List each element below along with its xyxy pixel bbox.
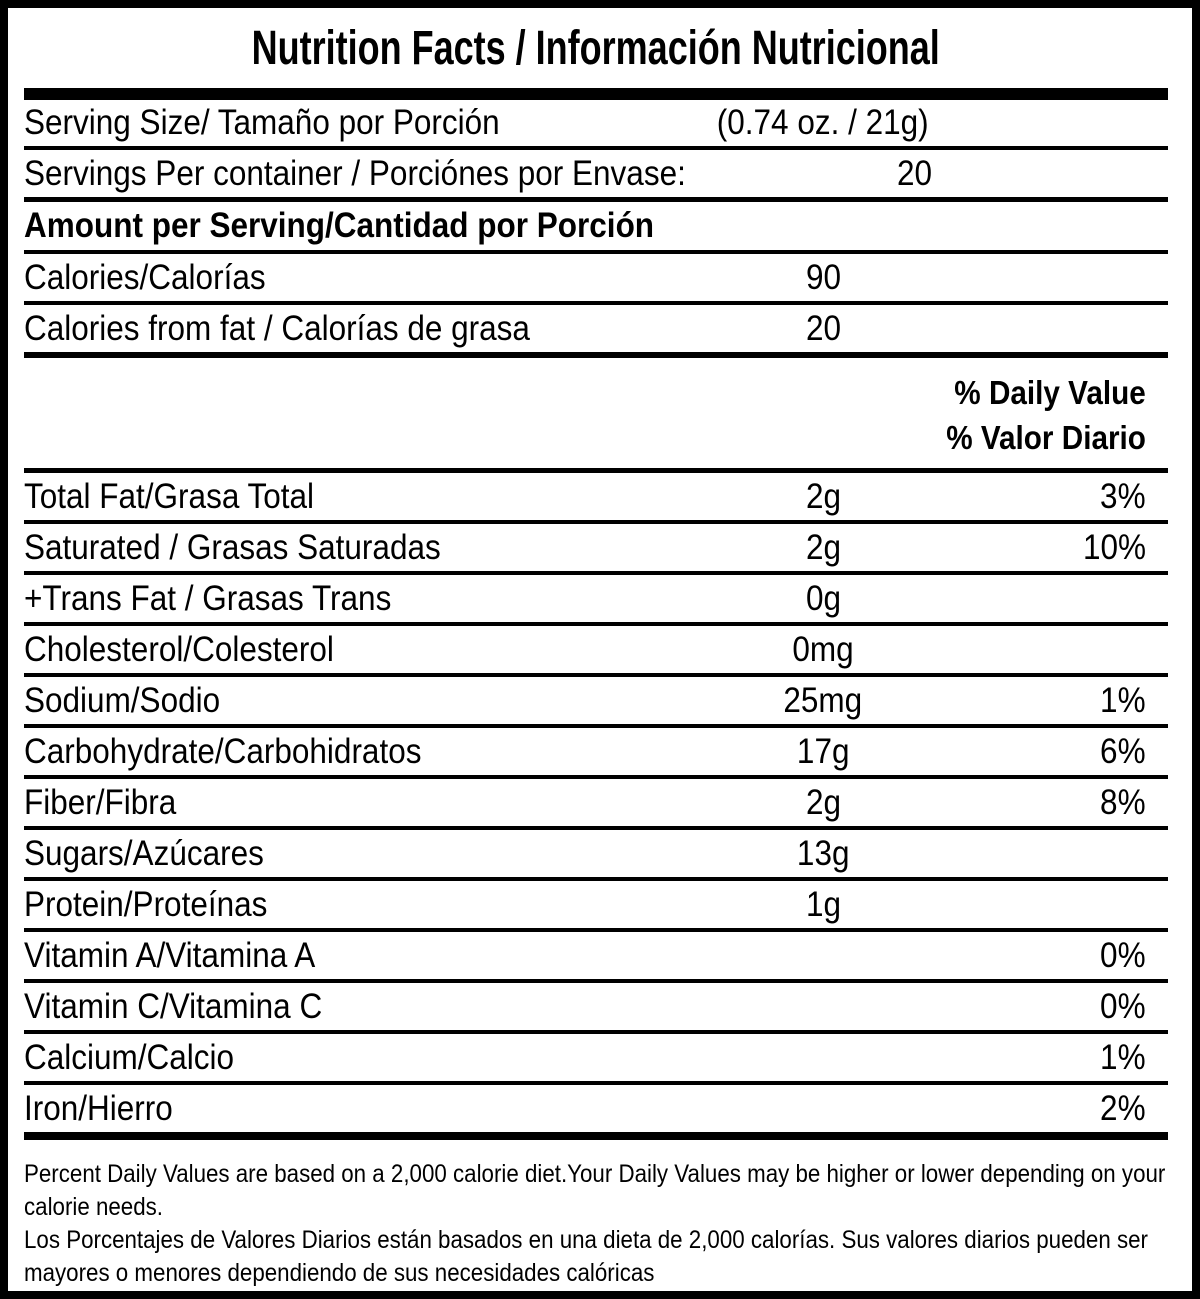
footnote-spanish: Los Porcentajes de Valores Diarios están basados en una dieta de 2,000 calorías. Sus valores diarios pueden ser mayores o menores dependiendo de sus necesidades calóricas [24,1226,1148,1287]
nutrient-label: Fiber/Fibra [24,782,177,822]
servings-per-container-value: 20 [896,153,932,193]
nutrient-amount: 0g [805,578,841,618]
daily-value-header-block [24,358,1168,473]
nutrient-label: Vitamin C/Vitamina C [24,986,323,1026]
serving-size-label: Serving Size/ Tamaño por Porción [24,103,500,142]
nutrient-row [24,728,1168,779]
nutrient-dv: 10% [1082,527,1146,567]
nutrient-row [24,524,1168,575]
nutrient-row [24,473,1168,524]
servings-per-container-row [24,150,1168,202]
nutrient-dv: 6% [1100,731,1146,771]
nutrient-row [24,932,1168,983]
serving-size-value: (0.74 oz. / 21g) [717,103,929,142]
nutrient-row [24,677,1168,728]
nutrient-dv: 3% [1100,476,1146,516]
label-title: Nutrition Facts / Información Nutricional [251,21,941,75]
nutrient-rows [24,473,1168,1140]
nutrient-amount: 13g [796,833,850,873]
nutrient-row [24,626,1168,677]
nutrient-label: Carbohydrate/Carbohidratos [24,731,422,771]
nutrient-dv: 8% [1100,782,1146,822]
nutrient-label: Vitamin A/Vitamina A [24,935,316,975]
nutrient-label: +Trans Fat / Grasas Trans [24,578,392,618]
nutrient-row [24,830,1168,881]
nutrient-dv: 0% [1100,935,1146,975]
nutrient-label: Calcium/Calcio [24,1037,235,1077]
label-title-row [24,8,1168,88]
nutrient-row [24,983,1168,1034]
title-divider-bar [24,88,1168,100]
nutrient-amount: 1g [805,884,841,924]
nutrient-label: Sugars/Azúcares [24,833,264,873]
calories-from-fat-value: 20 [805,308,841,348]
nutrient-amount: 2g [805,782,841,822]
footnote [24,1140,1168,1290]
nutrient-dv: 0% [1100,986,1146,1026]
daily-value-header-es: % Valor Diario [946,419,1146,456]
calories-row [24,254,1168,305]
nutrient-dv: 1% [1100,1037,1146,1077]
nutrient-label: Cholesterol/Colesterol [24,629,334,669]
calories-label: Calories/Calorías [24,257,266,297]
nutrient-amount: 2g [805,527,841,567]
nutrient-label: Protein/Proteínas [24,884,268,924]
nutrient-label: Iron/Hierro [24,1088,173,1128]
calories-from-fat-row [24,305,1168,358]
nutrient-row [24,779,1168,830]
calories-value: 90 [805,257,841,297]
nutrient-amount: 0mg [792,629,854,669]
footnote-english: Percent Daily Values are based on a 2,000 calorie diet.Your Daily Values may be higher or lower depending on your calorie needs. [24,1160,1166,1221]
nutrient-dv: 2% [1100,1088,1146,1128]
nutrient-dv: 1% [1100,680,1146,720]
nutrient-amount: 25mg [783,680,863,720]
calories-from-fat-label: Calories from fat / Calorías de grasa [24,308,530,348]
daily-value-header-en: % Daily Value [954,374,1146,411]
servings-per-container-label: Servings Per container / Porciónes por Envase: [24,153,686,193]
nutrient-label: Sodium/Sodio [24,680,221,720]
nutrient-label: Saturated / Grasas Saturadas [24,527,441,567]
nutrient-row [24,881,1168,932]
amount-per-serving-header-row [24,202,1168,254]
nutrient-row [24,1034,1168,1085]
nutrient-amount: 17g [796,731,850,771]
nutrient-row [24,1085,1168,1140]
nutrient-amount: 2g [805,476,841,516]
nutrient-label: Total Fat/Grasa Total [24,476,315,516]
serving-size-row [24,100,1168,150]
amount-per-serving-header: Amount per Serving/Cantidad por Porción [24,206,655,245]
nutrient-row [24,575,1168,626]
